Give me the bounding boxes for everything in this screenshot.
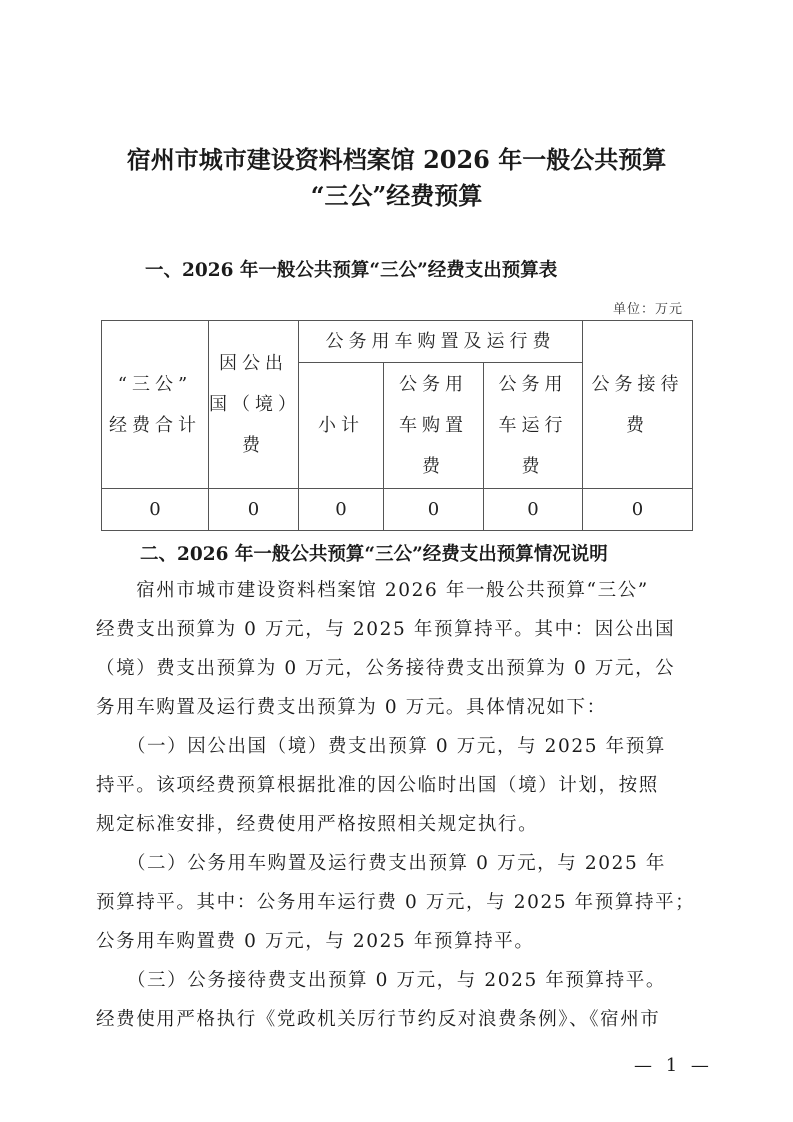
body-line: （一）因公出国（境）费支出预算 0 万元，与 2025 年预算 — [96, 736, 666, 757]
header-vehicle-group: 公务用车购置及运行费 — [299, 321, 583, 363]
body-line: （境）费支出预算为 0 万元，公务接待费支出预算为 0 万元，公 — [96, 658, 676, 679]
header-vehicle-operation-line: 车运行 — [498, 415, 568, 436]
value-total: 0 — [102, 489, 209, 531]
body-line: 经费使用严格执行《党政机关厉行节约反对浪费条例》、《宿州市 — [96, 1009, 661, 1030]
table-row-values — [102, 489, 693, 531]
budget-table — [101, 320, 693, 531]
value-vehicle-purchase: 0 — [384, 489, 484, 531]
header-vehicle-purchase-line: 费 — [422, 456, 445, 477]
header-vehicle-operation-line: 公务用 — [498, 374, 568, 395]
header-abroad-line: 国（境） — [209, 394, 301, 415]
header-total — [102, 321, 209, 489]
body-line: 规定标准安排，经费使用严格按照相关规定执行。 — [96, 814, 539, 835]
header-total-line: 经费合计 — [109, 414, 201, 436]
header-vehicle-purchase — [384, 363, 484, 489]
page-number: — 1 — — [634, 1055, 713, 1076]
header-vehicle-operation-line: 费 — [521, 456, 545, 477]
body-line: 宿州市城市建设资料档案馆 2026 年一般公共预算“三公” — [96, 580, 649, 601]
header-reception-line: 费 — [626, 414, 649, 436]
body-line: 经费支出预算为 0 万元，与 2025 年预算持平。其中：因公出国 — [96, 619, 676, 640]
unit-label: 单位：万元 — [612, 302, 683, 317]
body-line: 公务用车购置费 0 万元，与 2025 年预算持平。 — [96, 931, 535, 952]
header-reception — [583, 321, 693, 489]
page-title-line-1: 宿州市城市建设资料档案馆 2026 年一般公共预算 — [126, 145, 667, 174]
value-reception: 0 — [583, 489, 693, 531]
body-line: （二）公务用车购置及运行费支出预算 0 万元，与 2025 年 — [96, 853, 666, 874]
header-abroad-line: 费 — [242, 435, 265, 456]
header-reception-line: 公务接待 — [591, 373, 684, 395]
value-vehicle-operation: 0 — [484, 489, 583, 531]
header-abroad — [209, 321, 299, 489]
body-line: （三）公务接待费支出预算 0 万元，与 2025 年预算持平。 — [96, 970, 666, 991]
header-vehicle-subtotal: 小计 — [299, 363, 384, 489]
header-total-line: “三公” — [117, 373, 193, 395]
header-abroad-line: 因公出 — [219, 353, 288, 374]
section-heading-explanation: 二、2026 年一般公共预算“三公”经费支出预算情况说明 — [140, 544, 608, 565]
body-line: 持平。该项经费预算根据批准的因公临时出国（境）计划，按照 — [96, 775, 659, 796]
page-title-line-2: “三公”经费预算 — [310, 181, 483, 210]
body-line: 预算持平。其中：公务用车运行费 0 万元，与 2025 年预算持平； — [96, 892, 696, 913]
header-vehicle-operation — [484, 363, 583, 489]
header-vehicle-purchase-line: 车购置 — [399, 415, 468, 436]
body-line: 务用车购置及运行费支出预算为 0 万元。具体情况如下： — [96, 697, 607, 718]
header-vehicle-purchase-line: 公务用 — [399, 374, 468, 395]
value-abroad: 0 — [209, 489, 299, 531]
value-vehicle-subtotal: 0 — [299, 489, 384, 531]
section-heading-table: 一、2026 年一般公共预算“三公”经费支出预算表 — [145, 260, 558, 281]
